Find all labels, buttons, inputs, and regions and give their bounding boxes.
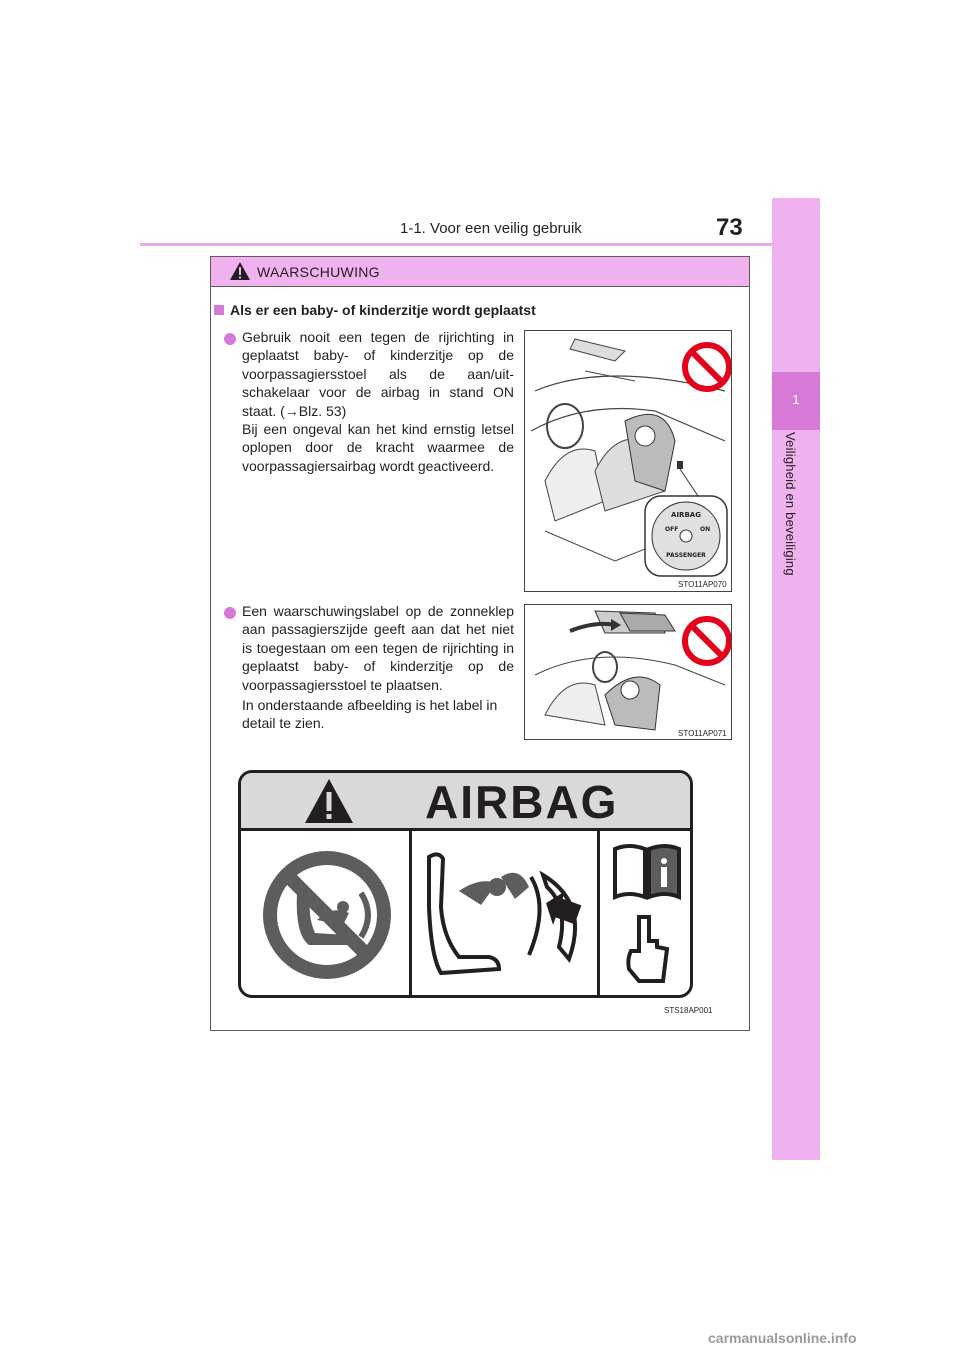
read-manual-icon [609,839,685,989]
item-2-text: Een waarschuwingslabel op de zonneklep aan passagierszijde geeft aan dat het niet is toegestaan om een tegen de rijrichting in geplaatst baby- of kinderzitje op de voorpassagiersstoel te plaatsen. [242,603,514,693]
chapter-tab [772,198,820,1160]
switch-off: OFF [665,526,679,533]
figure-code-1: STO11AP070 [678,580,727,589]
chapter-number: 1 [792,392,800,407]
label-divider [597,831,600,998]
figure-child-seat-switch [524,330,732,592]
page-number: 73 [716,214,743,241]
warning-header [211,257,749,287]
label-title: AIRBAG [425,776,619,828]
switch-title: AIRBAG [671,511,701,519]
square-bullet-icon [214,305,224,315]
item-1-text-2: Bij een ongeval kan het kind ernstig letsel oplopen door de kracht waarmee de voorpassagiersairbag wordt geactiveerd. [242,421,514,474]
figure-code-label: STS18AP001 [664,1006,713,1015]
figure-code-2: STO11AP071 [678,729,727,738]
item-1-text: Gebruik nooit een tegen de rijrichting in geplaatst baby- of kinderzitje op de voorpassagiersstoel als de aan/uit-schakelaar voor de airbag in stand ON staat. (→Blz. 53) [242,329,514,419]
label-divider [409,831,412,998]
airbag-deploy-icon [419,847,589,983]
subheading-text: Als er een baby- of kinderzitje wordt geplaatst [230,302,536,318]
label-title-bar [241,773,690,831]
switch-on: ON [700,526,711,533]
round-bullet-icon [224,607,236,619]
warning-subheading [214,302,536,318]
sun-visor-illustration [525,605,731,739]
chapter-title: Veiligheid en beveiliging [783,432,798,576]
watermark: carmanualsonline.info [708,1330,857,1346]
section-title: 1-1. Voor een veilig gebruik [400,220,582,237]
label-warning-triangle-icon [303,777,355,825]
warning-triangle-icon [229,261,251,281]
warning-heading: WAARSCHUWING [257,264,380,280]
item-2-text-2: In onderstaande afbeelding is het label in detail te zien. [242,697,498,732]
figure-sun-visor-label [524,604,732,740]
no-child-seat-icon [257,845,397,985]
round-bullet-icon [224,333,236,345]
header-divider [140,243,790,246]
airbag-warning-label [238,770,693,998]
car-interior-illustration [525,331,731,591]
switch-bottom: PASSENGER [666,552,706,559]
